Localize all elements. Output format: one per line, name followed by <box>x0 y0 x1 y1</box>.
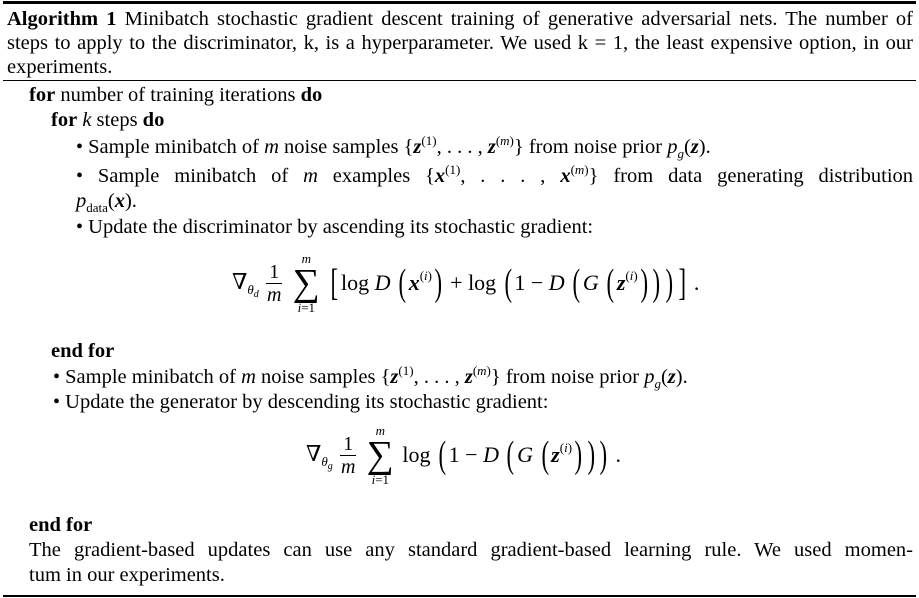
z-set: {$z^{(1)}$, . . . , $z^{(m)}$} <box>380 363 501 388</box>
for-keyword: for <box>29 84 56 106</box>
do-keyword: do <box>142 109 165 131</box>
step-sample-data: • Sample minibatch of m examples {$x^{(1)}$, . . . , $x^{(m)}$} from data generating distribution <box>76 162 914 187</box>
discriminator-gradient-equation: $\nabla_{\theta_d}$ $\frac{1}{m}$ m ∑ i=1 [ log D ( $x^{(i)}) + \log$ ( 1 − D ( G ( $z^{(i)}$) ) ) ] . <box>232 251 700 315</box>
bullet: • <box>76 165 84 187</box>
fraction: $\frac{1}{m}$ <box>341 432 356 478</box>
inner-for-text: steps <box>96 109 138 131</box>
step-update-discriminator: • Update the discriminator by ascending its stochastic gradient: <box>76 216 594 238</box>
x-set: {$x^{(1)}$, . . . , $x^{(m)}$} <box>425 162 599 187</box>
do-keyword: do <box>300 84 323 106</box>
summation: m ∑ i=1 <box>292 251 320 315</box>
footer-line-1: The gradient-based updates can use any standard gradient-based learning rule. We used momen- <box>29 539 913 561</box>
m-variable: m <box>264 136 279 158</box>
bullet: • <box>76 136 84 158</box>
algorithm-footer <box>29 540 913 586</box>
end-for-inner: end for <box>51 340 115 362</box>
step-sample-noise-d: • Sample minibatch of m noise samples {$z^{(1)}$, . . . , $z^{(m)}$} from noise prior $p_g(z)$. <box>76 133 711 161</box>
end-for-outer: end for <box>29 514 93 536</box>
data-distribution: $p_{data}(x)$. <box>76 190 137 215</box>
step-sample-noise-g: • Sample minibatch of m noise samples {$z^{(1)}$, . . . , $z^{(m)}$} from noise prior $p_g(z)$. <box>53 363 688 391</box>
step-update-generator: • Update the generator by descending its stochastic gradient: <box>53 391 549 413</box>
noise-prior: $p_g(z)$. <box>644 366 688 391</box>
caption-line-1: Algorithm 1 Minibatch stochastic gradient descent training of generative adversarial nets. The number of <box>7 8 914 30</box>
m-variable: m <box>303 165 318 187</box>
bullet: • <box>76 216 84 238</box>
outer-for-line <box>29 85 322 106</box>
summation: m ∑ i=1 <box>366 423 394 487</box>
algorithm-label: Algorithm 1 <box>7 8 117 30</box>
k-variable: k <box>82 109 92 131</box>
for-keyword: for <box>51 109 78 131</box>
caption-line-2: steps to apply to the discriminator, k, is a hyperparameter. We used k = 1, the least expensive option, in our <box>7 32 913 54</box>
noise-prior: $p_g(z)$. <box>667 136 711 161</box>
caption-line-3: experiments. <box>7 56 113 78</box>
nabla-symbol: $\nabla_{\theta_g}$ <box>306 441 333 472</box>
nabla-symbol: $\nabla_{\theta_d}$ <box>232 269 259 300</box>
generator-gradient-equation: $\nabla_{\theta_g}$ $\frac{1}{m}$ m ∑ i=1 log ( 1 − D ( G ( $z^{(i)}$) ) ) . <box>306 423 621 487</box>
z-set: {$z^{(1)}$, . . . , $z^{(m)}$} <box>403 133 524 158</box>
outer-for-text: number of training iterations <box>60 84 296 106</box>
caption-rule <box>3 80 916 81</box>
algorithm-caption <box>7 9 913 81</box>
bullet: • <box>53 391 61 413</box>
inner-for-line <box>51 110 164 131</box>
bottom-rule <box>3 595 916 597</box>
top-rule <box>3 1 916 4</box>
fraction: $\frac{1}{m}$ <box>267 260 282 306</box>
bullet: • <box>53 366 61 388</box>
m-variable: m <box>241 366 256 388</box>
footer-line-2: tum in our experiments. <box>29 564 225 586</box>
